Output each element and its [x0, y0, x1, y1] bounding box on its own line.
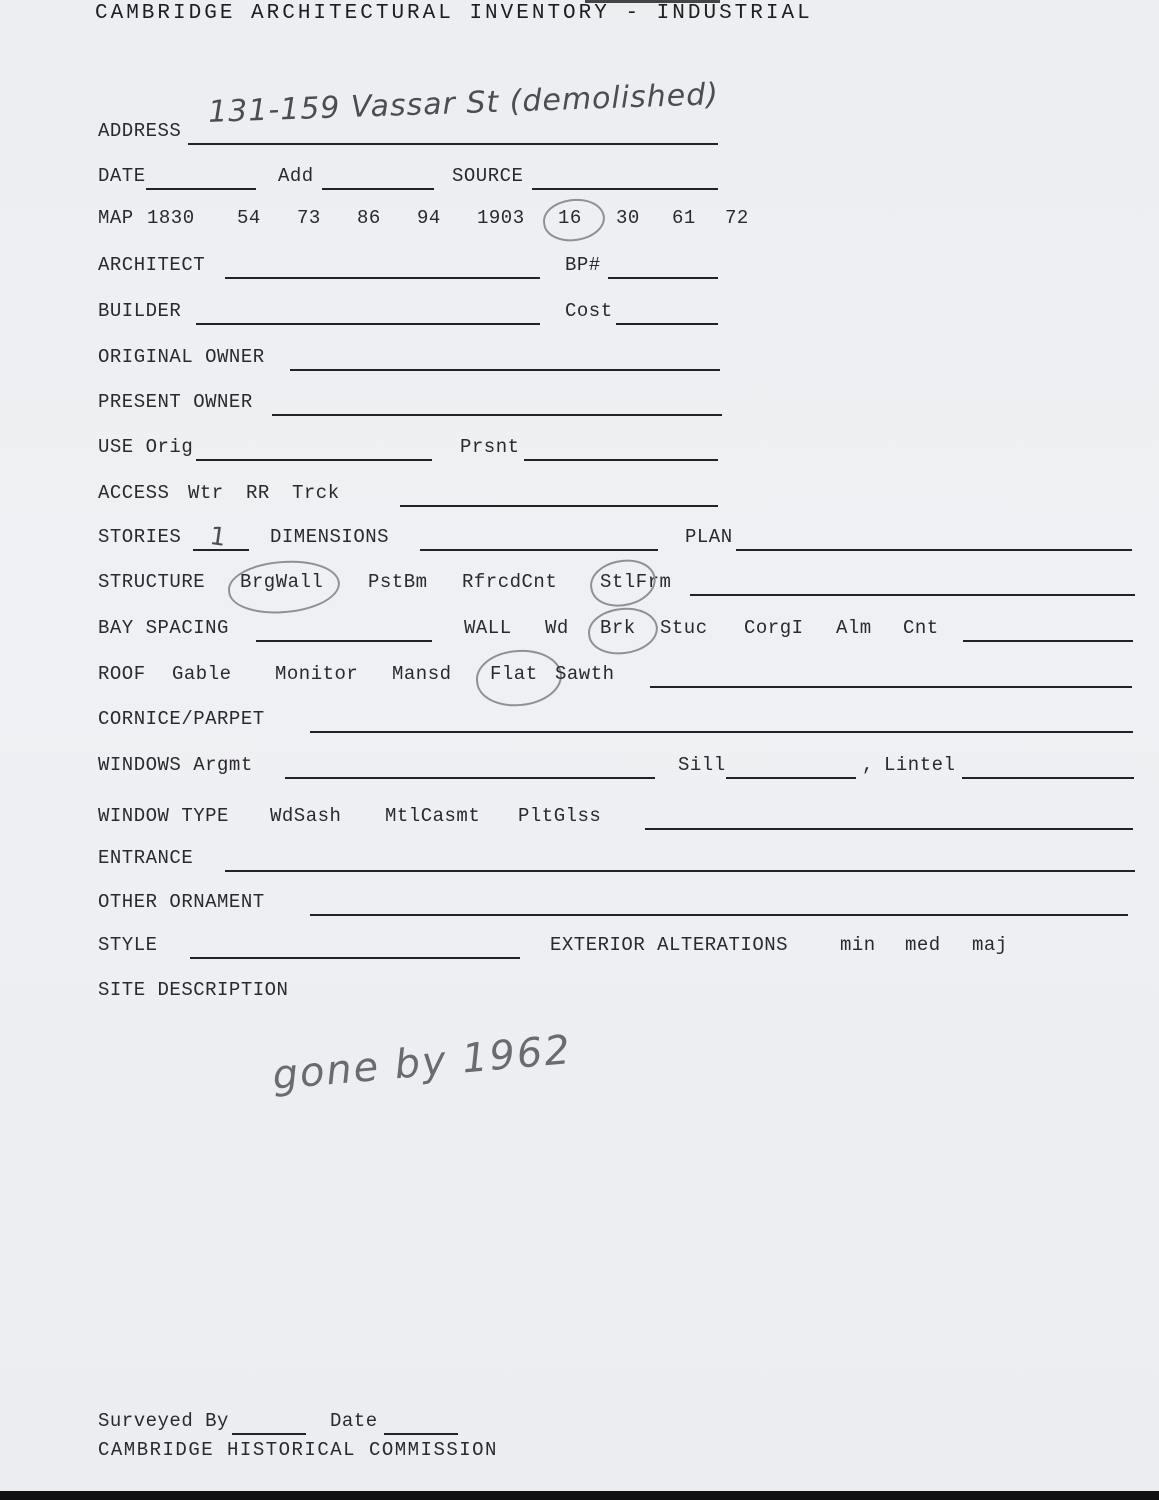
roof-option-mansd: Mansd [392, 663, 452, 685]
address-row [0, 120, 1159, 150]
use-prsnt-label: Prsnt [460, 436, 520, 458]
pencil-circle-brk [585, 603, 661, 658]
architect-label: ARCHITECT [98, 254, 206, 276]
builder-blank-line [196, 300, 540, 325]
structure-option-brgwall: BrgWall [240, 571, 324, 593]
bay-spacing-blank-line [256, 617, 432, 642]
footer-date-label: Date [330, 1410, 378, 1432]
map-year: 61 [672, 207, 696, 229]
wall-label: WALL [464, 617, 512, 639]
stories-handwriting: 1 [208, 520, 229, 553]
other-ornament-blank-line [310, 891, 1128, 916]
access-option-trck: Trck [292, 482, 340, 504]
bp-blank-line [608, 254, 718, 279]
map-year: 86 [357, 207, 381, 229]
structure-option-pstbm: PstBm [368, 571, 428, 593]
cost-blank-line [616, 300, 718, 325]
stories-label: STORIES [98, 526, 182, 548]
bay-wall-row [0, 617, 1159, 647]
style-label: STYLE [98, 934, 158, 956]
use-prsnt-blank-line [524, 436, 718, 461]
bay-spacing-label: BAY SPACING [98, 617, 229, 639]
page-title: CAMBRIDGE ARCHITECTURAL INVENTORY - INDUSTRIAL [95, 2, 813, 25]
wall-option-wd: Wd [545, 617, 569, 639]
lintel-blank-line [962, 754, 1134, 779]
date-blank-line [146, 165, 256, 190]
address-handwriting: 131-159 Vassar St (demolished) [207, 77, 720, 130]
plan-blank-line [736, 526, 1132, 551]
cornice-row [0, 708, 1159, 738]
entrance-blank-line [225, 847, 1135, 872]
pencil-circle-map-16 [540, 195, 607, 245]
roof-option-gable: Gable [172, 663, 232, 685]
scan-artifact-bottom-bar [0, 1491, 1159, 1500]
present-owner-blank-line [272, 391, 722, 416]
stories-row [0, 520, 1159, 556]
roof-option-sawth: Sawth [555, 663, 615, 685]
dimensions-blank-line [420, 526, 658, 551]
original-owner-row [0, 346, 1159, 376]
window-type-blank-line [645, 805, 1133, 830]
other-ornament-row [0, 891, 1159, 921]
date-source-row [0, 165, 1159, 195]
add-label: Add [278, 165, 314, 187]
site-description-row [0, 979, 1159, 1009]
structure-label: STRUCTURE [98, 571, 206, 593]
bp-label: BP# [565, 254, 601, 276]
footer-date-blank-line [384, 1410, 458, 1435]
roof-row [0, 663, 1159, 693]
windows-comma: , [862, 754, 874, 776]
wall-blank-line [963, 617, 1133, 642]
surveyed-row [0, 1410, 1159, 1440]
window-type-option-mtlcasmt: MtlCasmt [385, 805, 481, 827]
original-owner-blank-line [290, 346, 720, 371]
cornice-label: CORNICE/PARPET [98, 708, 265, 730]
surveyed-by-label: Surveyed By [98, 1410, 229, 1432]
architect-row [0, 254, 1159, 284]
wall-option-cnt: Cnt [903, 617, 939, 639]
roof-blank-line [650, 663, 1132, 688]
structure-option-stlfrm: StlFrm [600, 571, 672, 593]
windows-row [0, 754, 1159, 784]
window-type-label: WINDOW TYPE [98, 805, 229, 827]
address-label: ADDRESS [98, 120, 182, 142]
source-blank-line [532, 165, 718, 190]
use-orig-label: USE Orig [98, 436, 194, 458]
style-blank-line [190, 934, 520, 959]
windows-argmt-blank-line [285, 754, 655, 779]
map-year: 1903 [477, 207, 525, 229]
present-owner-label: PRESENT OWNER [98, 391, 253, 413]
roof-label: ROOF [98, 663, 146, 685]
wall-option-stuc: Stuc [660, 617, 708, 639]
original-owner-label: ORIGINAL OWNER [98, 346, 265, 368]
site-note-handwriting: gone by 1962 [270, 1027, 574, 1099]
pencil-circle-stlfrm [586, 554, 660, 613]
map-year: 30 [616, 207, 640, 229]
exterior-alterations-label: EXTERIOR ALTERATIONS [550, 934, 789, 956]
sill-label: Sill [678, 754, 726, 776]
window-type-option-wdsash: WdSash [270, 805, 342, 827]
map-year: 1830 [147, 207, 195, 229]
map-year: 54 [237, 207, 261, 229]
map-year: 94 [417, 207, 441, 229]
map-year: 72 [725, 207, 749, 229]
style-row [0, 934, 1159, 964]
structure-option-rfrcdcnt: RfrcdCnt [462, 571, 558, 593]
form-header [0, 2, 1159, 32]
window-type-option-pltglss: PltGlss [518, 805, 602, 827]
present-owner-row [0, 391, 1159, 421]
access-option-wtr: Wtr [188, 482, 224, 504]
roof-option-monitor: Monitor [275, 663, 359, 685]
builder-row [0, 300, 1159, 330]
entrance-label: ENTRANCE [98, 847, 194, 869]
pencil-circle-brgwall [226, 556, 342, 618]
sill-blank-line [726, 754, 856, 779]
pencil-circle-flat [473, 646, 564, 711]
use-row [0, 436, 1159, 466]
wall-option-brk: Brk [600, 617, 636, 639]
roof-option-flat: Flat [490, 663, 538, 685]
entrance-row [0, 847, 1159, 877]
cornice-blank-line [310, 708, 1133, 733]
map-label: MAP [98, 207, 134, 229]
builder-label: BUILDER [98, 300, 182, 322]
other-ornament-label: OTHER ORNAMENT [98, 891, 265, 913]
date-label: DATE [98, 165, 146, 187]
structure-blank-line [690, 571, 1135, 596]
alteration-option-maj: maj [972, 934, 1008, 956]
use-orig-blank-line [196, 436, 432, 461]
map-year-circled: 16 [558, 207, 582, 229]
access-label: ACCESS [98, 482, 170, 504]
commission-row [0, 1439, 1159, 1469]
window-type-row [0, 805, 1159, 835]
access-option-rr: RR [246, 482, 270, 504]
wall-option-corgi: CorgI [744, 617, 804, 639]
lintel-label: Lintel [884, 754, 956, 776]
organization-name: CAMBRIDGE HISTORICAL COMMISSION [98, 1439, 498, 1461]
source-label: SOURCE [452, 165, 524, 187]
architect-blank-line [225, 254, 540, 279]
structure-row [0, 571, 1159, 601]
map-row [0, 207, 1159, 237]
alteration-option-med: med [905, 934, 941, 956]
add-blank-line [322, 165, 434, 190]
wall-option-alm: Alm [836, 617, 872, 639]
access-row [0, 482, 1159, 512]
site-description-label: SITE DESCRIPTION [98, 979, 289, 1001]
access-blank-line [400, 482, 718, 507]
surveyed-by-blank-line [232, 1410, 306, 1435]
alteration-option-min: min [840, 934, 876, 956]
cost-label: Cost [565, 300, 613, 322]
windows-argmt-label: WINDOWS Argmt [98, 754, 253, 776]
map-year: 73 [297, 207, 321, 229]
dimensions-label: DIMENSIONS [270, 526, 390, 548]
plan-label: PLAN [685, 526, 733, 548]
